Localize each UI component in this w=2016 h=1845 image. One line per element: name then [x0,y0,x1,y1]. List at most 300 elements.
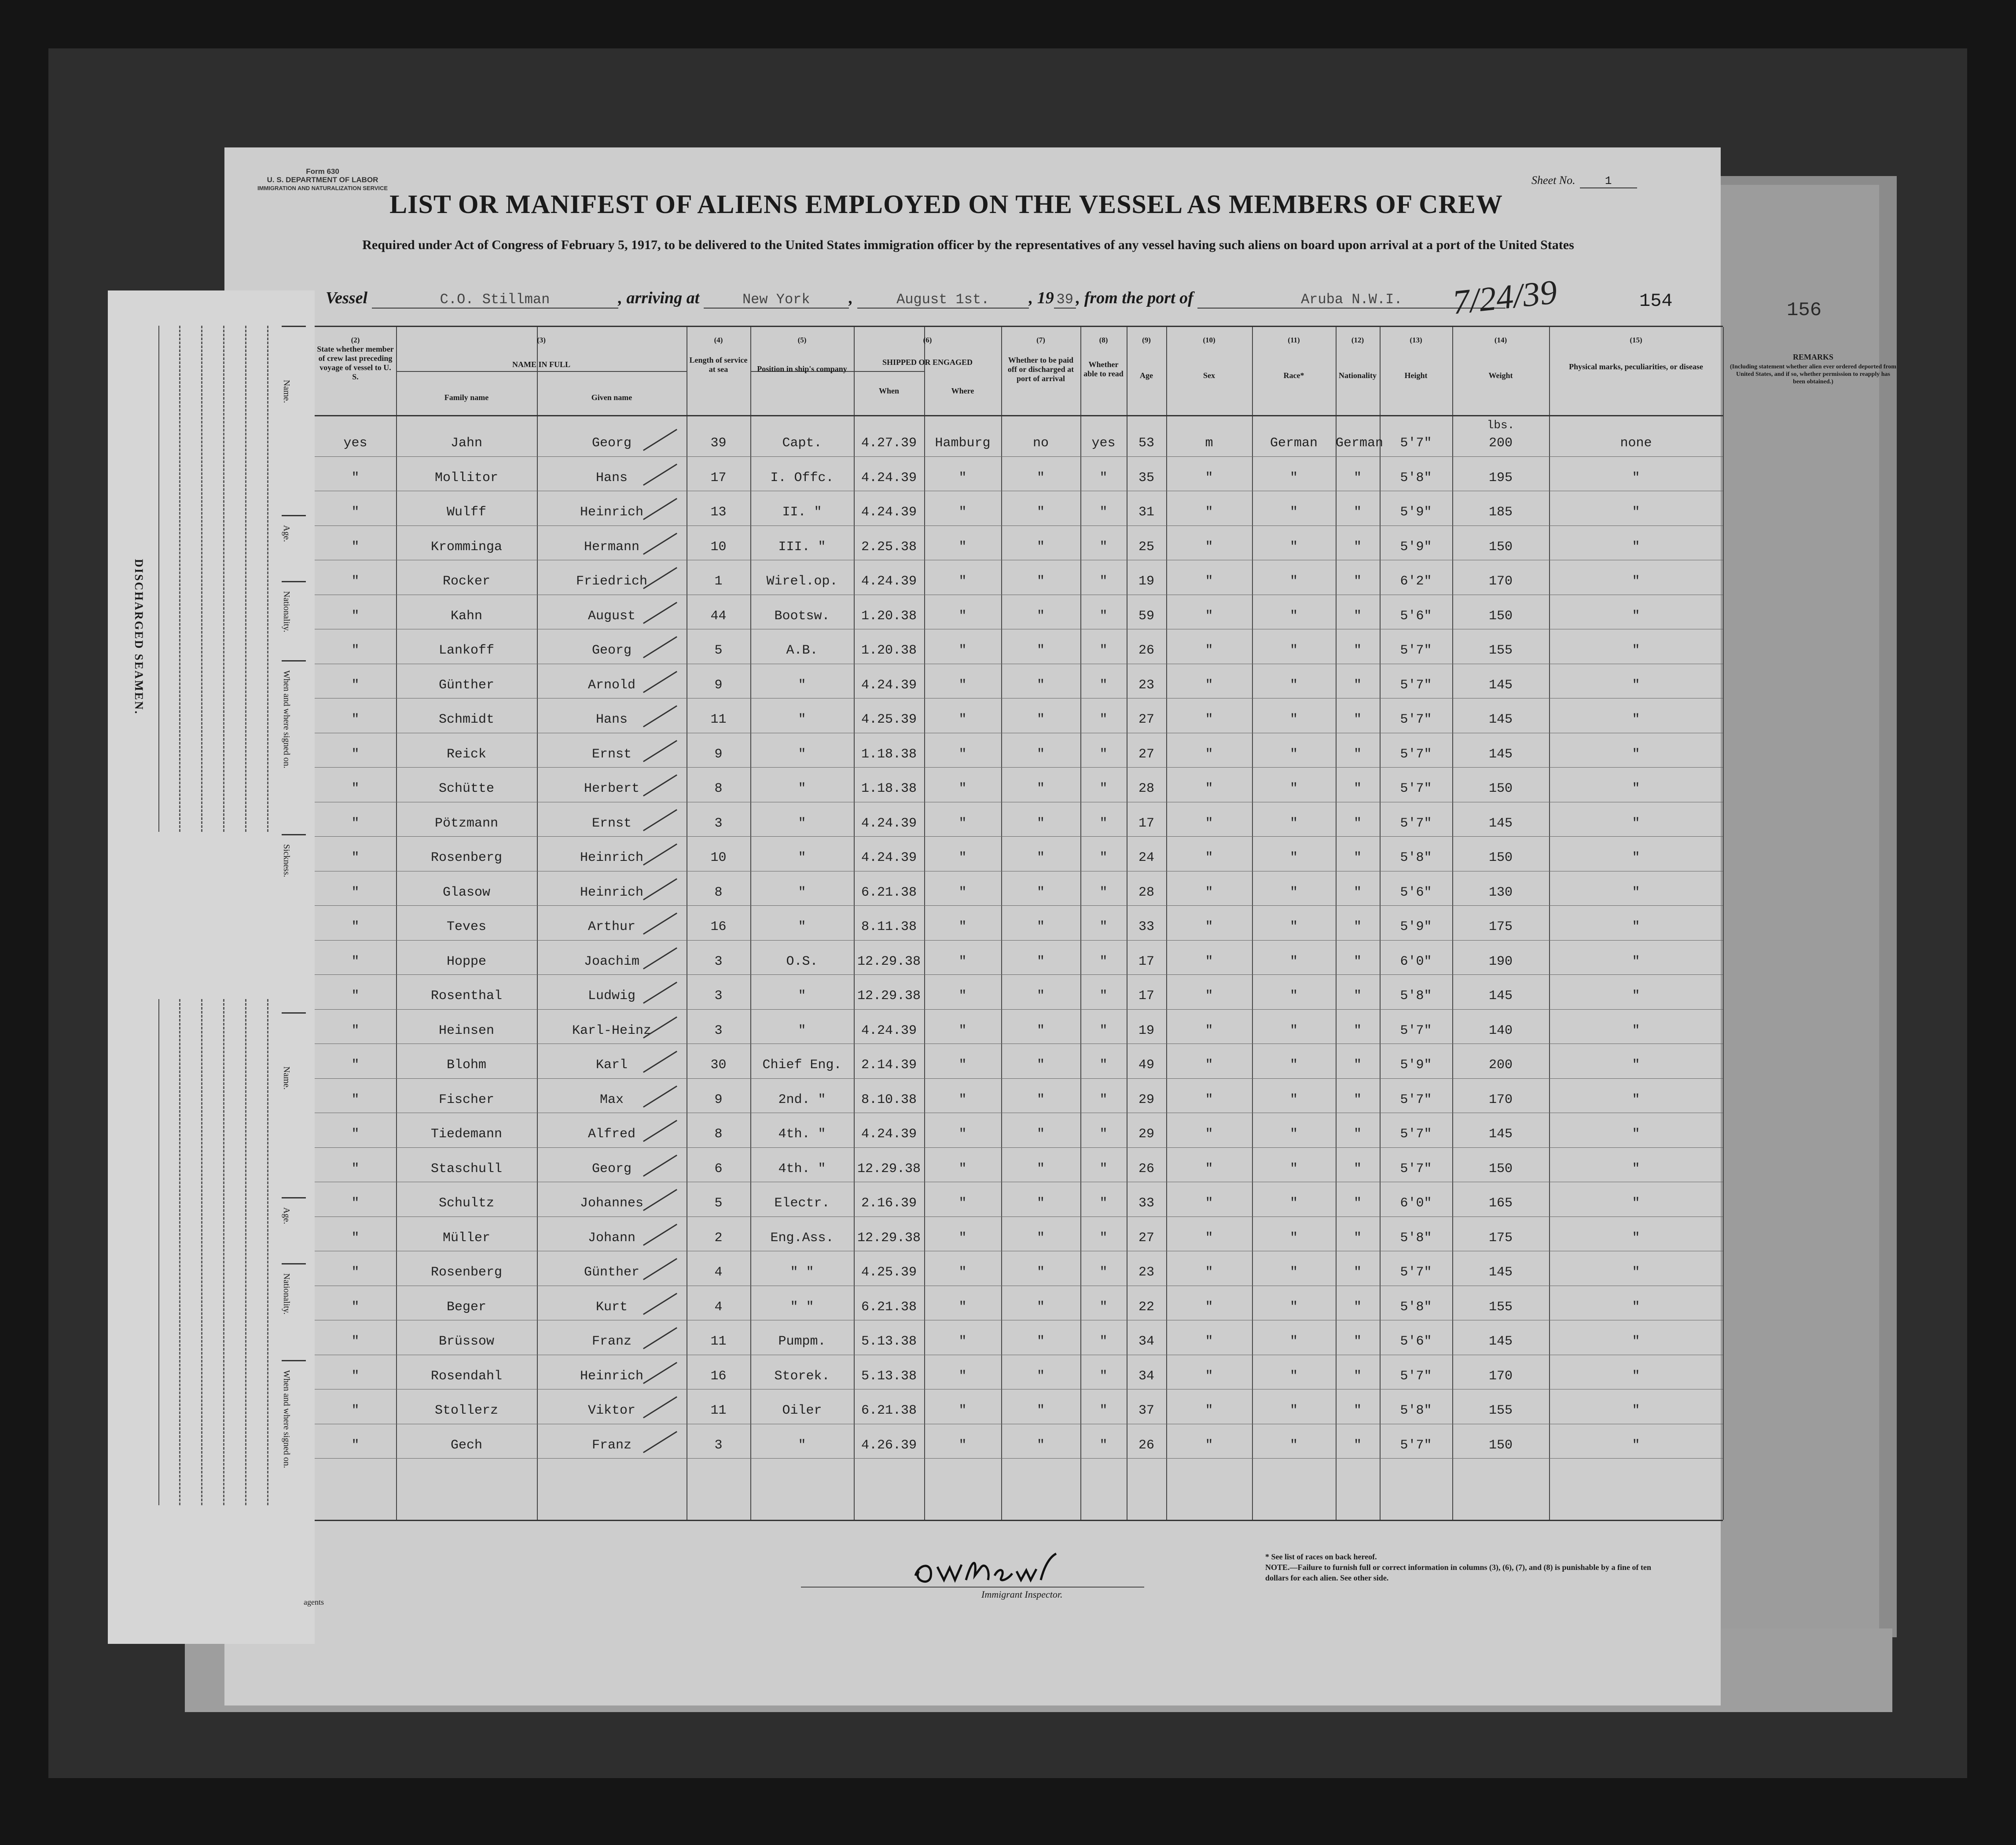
table-cell-height: 6'0" [1400,954,1432,969]
table-cell-nat: " [1353,1299,1362,1315]
table-cell-height: 6'0" [1400,1196,1432,1211]
table-cell-prev: " [351,505,360,520]
table-cell-marks: none [1620,436,1652,451]
table-cell-marks: " [1632,1092,1640,1107]
table-cell-race: " [1289,505,1298,520]
table-cell-where: " [958,954,967,969]
handwritten-date: 7/24/39 [1450,272,1559,322]
table-cell-paid: " [1036,574,1045,589]
table-cell-height: 5'8" [1400,470,1432,485]
table-cell-given: Georg [591,643,632,658]
table-cell-age: 33 [1138,919,1154,934]
table-cell-given: Georg [591,1161,632,1176]
table-cell-given: August [588,608,636,624]
table-cell-read: yes [1091,436,1116,451]
table-cell-when: 6.21.38 [861,1403,917,1418]
table-cell-read: " [1099,574,1108,589]
stub-bottom-label: agents [304,1598,324,1606]
year-prefix: 19 [1037,289,1054,307]
table-cell-where: " [958,919,967,934]
table-cell-service: 11 [710,712,727,727]
table-cell-service: 9 [714,746,723,762]
table-cell-age: 27 [1138,1230,1154,1246]
stub-section [282,1263,306,1353]
table-cell-paid: " [1036,746,1045,762]
table-cell-when: 1.20.38 [861,643,917,658]
table-cell-marks: " [1632,608,1640,624]
table-cell-where: " [958,1437,967,1453]
table-cell-given: Arthur [588,919,636,934]
table-cell-marks: " [1632,1196,1640,1211]
table-cell-when: 4.27.39 [861,436,917,451]
table-cell-position: 2nd. " [778,1092,826,1107]
table-cell-height: 5'7" [1400,1368,1432,1384]
table-cell-where: " [958,1023,967,1038]
table-cell-prev: " [351,1196,360,1211]
table-cell-where: " [958,1161,967,1176]
table-cell-race: " [1289,919,1298,934]
header-nationality: Nationality [1338,371,1377,380]
table-cell-nat: " [1353,989,1362,1003]
table-cell-nat: " [1353,1265,1362,1280]
table-cell-prev: " [351,885,360,900]
table-cell-service: 13 [710,505,727,520]
table-cell-weight: 155 [1488,643,1513,658]
stub-section-label: Age. [282,525,291,542]
table-cell-sex: " [1205,1023,1213,1038]
table-cell-paid: " [1036,1058,1045,1073]
table-cell-age: 33 [1138,1196,1154,1211]
table-cell-read: " [1099,1403,1108,1418]
table-cell-family: Teves [446,919,486,934]
table-row-rule [315,905,1723,906]
table-cell-sex: " [1205,919,1213,934]
table-cell-paid: " [1036,1127,1045,1142]
table-cell-race: " [1289,1437,1298,1453]
stub-section [282,1360,306,1468]
table-cell-when: 4.24.39 [861,816,917,831]
table-cell-height: 5'9" [1400,1058,1432,1073]
stub-section [282,326,306,415]
column-number: (7) [1036,336,1045,344]
table-cell-prev: yes [343,436,367,451]
table-cell-weight: 145 [1488,1265,1513,1280]
table-cell-race: " [1289,885,1298,900]
table-cell-paid: " [1036,677,1045,693]
table-cell-weight: 170 [1488,1368,1513,1384]
table-cell-sex: " [1205,643,1213,658]
table-cell-family: Rosendahl [430,1368,503,1384]
table-cell-paid: " [1036,539,1045,555]
table-cell-paid: " [1036,850,1045,865]
table-cell-weight: 170 [1488,1092,1513,1107]
table-cell-race: " [1289,1230,1298,1246]
table-cell-race: " [1289,1023,1298,1038]
table-cell-where: " [958,643,967,658]
table-cell-height: 5'7" [1400,1092,1432,1107]
table-cell-sex: " [1205,1092,1213,1107]
table-cell-sex: " [1205,1437,1213,1453]
table-cell-where: " [958,1334,967,1349]
table-cell-given: Franz [591,1334,632,1349]
table-cell-given: Hermann [584,539,640,555]
table-cell-paid: " [1036,1299,1045,1315]
table-cell-prev: " [351,1334,360,1349]
table-cell-position: Pumpm. [778,1334,826,1349]
table-cell-height: 5'9" [1400,919,1432,934]
header-when: When [878,386,899,395]
sheet-no-label: Sheet No. [1531,174,1575,187]
table-cell-service: 3 [714,954,723,969]
table-cell-prev: " [351,919,360,934]
stub-section-label: Nationality. [282,591,291,632]
table-cell-when: 6.21.38 [861,1299,917,1315]
header-weight: Weight [1488,371,1513,380]
table-cell-service: 8 [714,1127,723,1142]
table-cell-when: 12.29.38 [857,989,921,1003]
table-cell-position: Storek. [774,1368,830,1384]
table-cell-weight: 150 [1488,850,1513,865]
table-cell-nat: " [1353,643,1362,658]
table-cell-position: Oiler [782,1403,822,1418]
table-row-rule [315,974,1723,975]
table-cell-weight: 175 [1488,1230,1513,1246]
table-cell-position: 4th. " [778,1161,826,1176]
table-cell-family: Rocker [442,574,491,589]
table-cell-marks: " [1632,1403,1640,1418]
table-cell-age: 27 [1138,746,1154,762]
table-cell-race: German [1270,436,1318,451]
table-cell-when: 4.26.39 [861,1437,917,1453]
header-shipped-engaged: SHIPPED OR ENGAGED [882,358,973,367]
table-cell-sex: " [1205,1230,1213,1246]
table-row-rule [315,767,1723,768]
table-cell-age: 29 [1138,1092,1154,1107]
table-cell-read: " [1099,1092,1108,1107]
header-physical-marks: Physical marks, peculiarities, or disease [1569,362,1703,371]
table-cell-weight: 150 [1488,608,1513,624]
table-cell-height: 5'7" [1400,643,1432,658]
table-cell-prev: " [351,1265,360,1280]
table-cell-nat: " [1353,505,1362,520]
table-cell-family: Blohm [446,1058,486,1073]
table-cell-weight: 145 [1488,677,1513,693]
table-cell-family: Schmidt [438,712,495,727]
stub-lines-top [158,326,278,832]
table-cell-race: " [1289,1092,1298,1107]
table-cell-sex: " [1205,1196,1213,1211]
departure-port: Aruba N.W.I. [1197,291,1506,309]
table-cell-weight: 175 [1488,919,1513,934]
table-cell-sex: " [1205,574,1213,589]
table-cell-weight: 155 [1488,1299,1513,1315]
page-title: LIST OR MANIFEST OF ALIENS EMPLOYED ON THE VESSEL AS MEMBERS OF CREW [389,190,1503,219]
table-cell-sex: " [1205,1161,1213,1176]
table-cell-family: Heinsen [438,1023,495,1038]
table-cell-given: Heinrich [580,505,644,520]
table-cell-marks: " [1632,1058,1640,1073]
table-cell-age: 29 [1138,1127,1154,1142]
table-cell-weight: 150 [1488,1437,1513,1453]
table-cell-when: 12.29.38 [857,1230,921,1246]
header-sex: Sex [1203,371,1215,380]
table-cell-height: 6'2" [1400,574,1432,589]
table-cell-given: Heinrich [580,885,644,900]
column-number: (12) [1351,336,1364,344]
table-cell-sex: " [1205,1334,1213,1349]
table-cell-given: Ernst [591,816,632,831]
table-cell-family: Staschull [430,1161,503,1176]
table-cell-marks: " [1632,919,1640,934]
column-number: (6) [923,336,932,344]
table-cell-paid: " [1036,643,1045,658]
table-cell-service: 1 [714,574,723,589]
table-cell-weight: 150 [1488,539,1513,555]
table-cell-age: 26 [1138,1161,1154,1176]
table-cell-service: 16 [710,1368,727,1384]
table-cell-height: 5'6" [1400,608,1432,624]
column-number: (4) [714,336,723,344]
table-cell-race: " [1289,781,1298,796]
table-cell-where: " [958,1092,967,1107]
table-cell-height: 5'7" [1400,712,1432,727]
table-cell-position: " [798,816,806,831]
table-cell-marks: " [1632,574,1640,589]
table-cell-where: " [958,1299,967,1315]
column-number: (14) [1494,336,1507,344]
arriving-label: , arriving at [618,289,700,307]
table-row-rule [315,1078,1723,1079]
table-cell-paid: " [1036,505,1045,520]
table-cell-height: 5'6" [1400,1334,1432,1349]
table-cell-prev: " [351,781,360,796]
table-cell-family: Brüssow [438,1334,495,1349]
table-cell-service: 8 [714,885,723,900]
header-remarks-note: (Including statement whether alien ever ordered deported from United States, and if so, whether permission to reapply has been obtained.) [1730,364,1897,385]
table-cell-age: 53 [1138,436,1154,451]
header-rule [315,415,1723,416]
table-cell-where: " [958,608,967,624]
table-cell-read: " [1099,1023,1108,1038]
table-cell-family: Glasow [442,885,491,900]
table-cell-race: " [1289,574,1298,589]
table-cell-sex: " [1205,539,1213,555]
table-cell-sex: " [1205,1368,1213,1384]
table-cell-race: " [1289,1368,1298,1384]
table-cell-paid: " [1036,816,1045,831]
table-cell-when: 5.13.38 [861,1334,917,1349]
table-cell-position: I. Offc. [770,470,834,485]
table-cell-where: " [958,677,967,693]
table-cell-weight: 165 [1488,1196,1513,1211]
table-cell-sex: " [1205,712,1213,727]
table-cell-where: " [958,574,967,589]
table-cell-weight: 155 [1488,1403,1513,1418]
table-cell-paid: " [1036,1437,1045,1453]
table-cell-position: A.B. [786,643,818,658]
table-cell-when: 12.29.38 [857,1161,921,1176]
table-cell-where: " [958,850,967,865]
table-cell-family: Wulff [446,505,486,520]
table-cell-race: " [1289,1161,1298,1176]
table-cell-paid: " [1036,1403,1045,1418]
table-cell-age: 34 [1138,1334,1154,1349]
table-cell-height: 5'7" [1400,1161,1432,1176]
table-cell-read: " [1099,1127,1108,1142]
header-remarks: REMARKS [1792,353,1833,361]
table-cell-age: 19 [1138,1023,1154,1038]
table-cell-service: 39 [710,436,727,451]
table-cell-position: " " [790,1265,814,1280]
table-cell-height: 5'7" [1400,746,1432,762]
stub-section [282,1012,306,1102]
table-cell-age: 23 [1138,677,1154,693]
table-cell-prev: " [351,954,360,969]
table-cell-weight: 200 [1488,436,1513,451]
table-cell-height: 5'8" [1400,1230,1432,1246]
table-cell-service: 3 [714,816,723,831]
table-cell-service: 30 [710,1058,727,1073]
table-cell-when: 12.29.38 [857,954,921,969]
table-cell-where: " [958,1265,967,1280]
table-cell-service: 44 [710,608,727,624]
table-cell-given: Johannes [580,1196,644,1211]
table-cell-read: " [1099,1299,1108,1315]
table-cell-height: 5'8" [1400,1403,1432,1418]
header-position: Position in ship's company [757,364,847,373]
table-cell-read: " [1099,1196,1108,1211]
table-cell-position: Wirel.op. [766,574,838,589]
table-cell-marks: " [1632,989,1640,1003]
table-cell-read: " [1099,919,1108,934]
vessel-label: Vessel [326,289,367,307]
table-cell-race: " [1289,1334,1298,1349]
inspector-label: Immigrant Inspector. [981,1589,1063,1600]
table-cell-age: 23 [1138,1265,1154,1280]
table-cell-family: Tiedemann [430,1127,503,1142]
table-cell-where: " [958,1127,967,1142]
table-cell-position: " [798,885,806,900]
table-cell-when: 2.14.39 [861,1058,917,1073]
table-cell-nat: " [1353,608,1362,624]
table-cell-marks: " [1632,1299,1640,1315]
table-cell-read: " [1099,1437,1108,1453]
table-cell-prev: " [351,1403,360,1418]
table-cell-read: " [1099,1265,1108,1280]
table-cell-marks: " [1632,505,1640,520]
table-cell-marks: " [1632,746,1640,762]
table-cell-paid: " [1036,1230,1045,1246]
table-cell-where: " [958,1403,967,1418]
table-row-rule [315,836,1723,837]
table-cell-weight: 195 [1488,470,1513,485]
table-cell-read: " [1099,712,1108,727]
table-cell-prev: " [351,608,360,624]
arrival-port: New York [704,291,849,309]
table-cell-nat: " [1353,746,1362,762]
header-paid-off: Whether to be paid off or discharged at port of arrival [1007,356,1074,383]
table-cell-prev: " [351,712,360,727]
stub-section-label: When and where signed on. [282,670,291,768]
table-cell-nat: " [1353,919,1362,934]
stub-section-label: Sickness. [282,844,291,877]
column-number: (3) [537,336,546,344]
table-cell-sex: " [1205,1299,1213,1315]
table-cell-given: Johann [588,1230,636,1246]
table-cell-service: 4 [714,1299,723,1315]
table-cell-paid: " [1036,1334,1045,1349]
table-cell-paid: " [1036,1092,1045,1107]
table-cell-weight: 185 [1488,505,1513,520]
table-cell-given: Alfred [588,1127,636,1142]
table-cell-position: " [798,677,806,693]
table-cell-service: 16 [710,919,727,934]
table-cell-marks: " [1632,470,1640,485]
table-cell-when: 4.24.39 [861,850,917,865]
table-cell-family: Rosenthal [430,989,503,1003]
table-cell-paid: " [1036,954,1045,969]
table-cell-given: Arnold [588,677,636,693]
table-row-rule [315,1009,1723,1010]
table-cell-age: 27 [1138,712,1154,727]
table-cell-given: Karl-Heinz [572,1023,652,1038]
table-cell-family: Müller [442,1230,491,1246]
table-cell-given: Günther [584,1265,640,1280]
table-cell-age: 28 [1138,781,1154,796]
stub-lines-bottom [158,999,278,1505]
table-cell-race: " [1289,1196,1298,1211]
table-cell-given: Ernst [591,746,632,762]
table-cell-age: 31 [1138,505,1154,520]
table-cell-race: " [1289,746,1298,762]
table-cell-service: 10 [710,539,727,555]
table-cell-weight: 130 [1488,885,1513,900]
header-family-name: Family name [444,393,489,402]
table-cell-position: " [798,1023,806,1038]
table-cell-where: " [958,885,967,900]
table-cell-marks: " [1632,539,1640,555]
table-cell-age: 49 [1138,1058,1154,1073]
table-cell-when: 1.20.38 [861,608,917,624]
table-cell-given: Hans [595,470,628,485]
table-cell-prev: " [351,989,360,1003]
table-cell-family: Gech [450,1437,482,1453]
table-cell-nat: " [1353,1058,1362,1073]
vessel-line: Vessel C.O. Stillman , arriving at New York , August 1st. , 19 39 , from the port of Aruba N.W.I. [326,288,1506,309]
arrival-date: August 1st. [857,291,1029,309]
table-cell-given: Georg [591,436,632,451]
table-cell-given: Franz [591,1437,632,1453]
table-cell-marks: " [1632,885,1640,900]
table-cell-when: 6.21.38 [861,885,917,900]
table-cell-prev: " [351,1161,360,1176]
table-cell-family: Günther [438,677,495,693]
table-cell-age: 25 [1138,539,1154,555]
table-cell-age: 35 [1138,470,1154,485]
table-cell-marks: " [1632,781,1640,796]
table-cell-read: " [1099,954,1108,969]
table-cell-service: 3 [714,1023,723,1038]
table-cell-paid: " [1036,470,1045,485]
table-row-rule [315,456,1723,457]
table-cell-when: 2.16.39 [861,1196,917,1211]
table-cell-sex: " [1205,850,1213,865]
table-cell-nat: " [1353,574,1362,589]
table-cell-where: " [958,505,967,520]
stub-section-label: Name. [282,1066,291,1090]
table-cell-given: Joachim [584,954,640,969]
table-cell-when: 4.24.39 [861,505,917,520]
